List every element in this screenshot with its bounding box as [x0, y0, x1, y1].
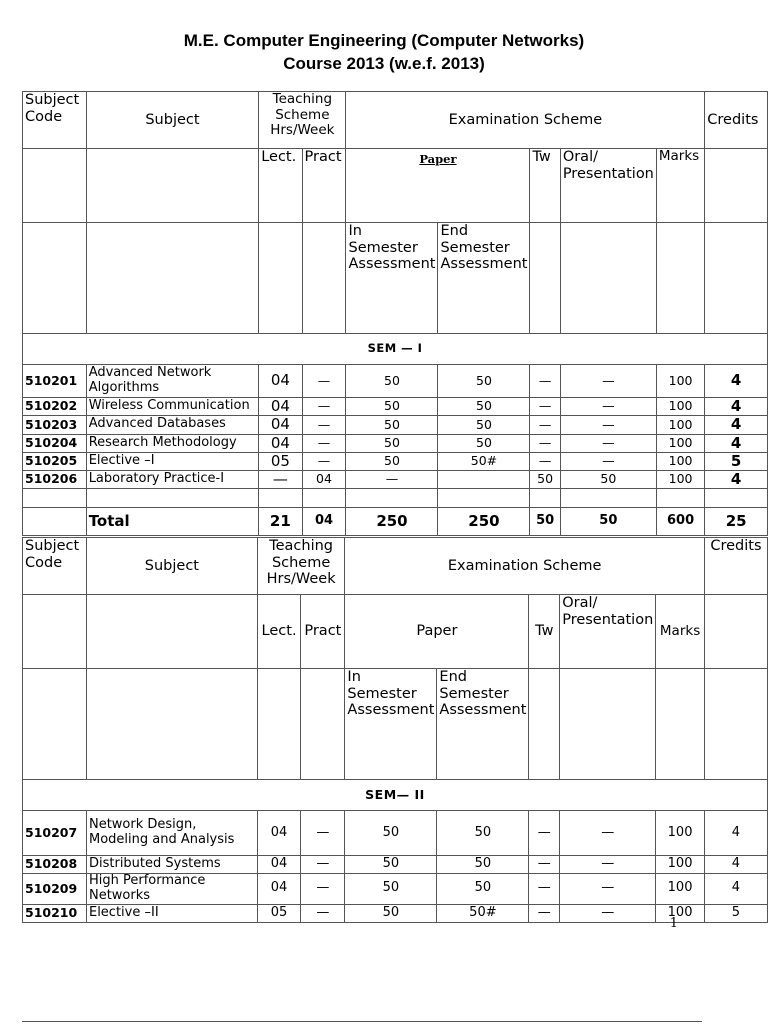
- in-sem-marks: 50: [346, 365, 438, 398]
- table-row: [23, 416, 768, 434]
- credits: 4: [705, 471, 768, 489]
- empty-cell: [656, 669, 705, 780]
- credits: 4: [704, 874, 767, 905]
- empty-cell: [302, 489, 346, 508]
- credits-header: Credits: [704, 538, 767, 595]
- oral-header: Oral/ Presentation: [560, 595, 656, 669]
- subject-name: Network Design, Modeling and Analysis: [86, 811, 257, 856]
- in-sem-marks: 50: [346, 416, 438, 434]
- oral-marks: —: [560, 452, 656, 470]
- subject-name: Research Methodology: [86, 434, 259, 452]
- empty-cell: [302, 223, 346, 334]
- empty-cell: [23, 223, 87, 334]
- tw-marks: —: [529, 874, 560, 905]
- end-sem-marks: 50: [438, 365, 530, 398]
- table-row: [23, 398, 768, 416]
- oral-marks: —: [560, 904, 656, 922]
- subject-code: 510204: [23, 434, 87, 452]
- end-sem-marks: 50#: [437, 904, 529, 922]
- total-prac: 04: [302, 508, 346, 536]
- subject-code: 510206: [23, 471, 87, 489]
- tw-marks: —: [529, 811, 560, 856]
- lect-header: Lect.: [259, 149, 302, 223]
- empty-cell: [438, 489, 530, 508]
- prac-header: Pract: [302, 149, 346, 223]
- empty-cell: [346, 489, 438, 508]
- practical-hours: —: [301, 811, 345, 856]
- marks-header: Marks: [656, 149, 704, 223]
- end-sem-marks: 50: [438, 434, 530, 452]
- empty-cell: [560, 223, 656, 334]
- table-row: [23, 856, 768, 874]
- subject-name: Elective –I: [86, 452, 259, 470]
- total-marks: 100: [656, 416, 704, 434]
- subject-name: Wireless Communication: [86, 398, 259, 416]
- empty-cell: [86, 595, 257, 669]
- credits: 5: [704, 904, 767, 922]
- subject-code-header: Subject Code: [23, 538, 87, 595]
- marks-header: Marks: [656, 595, 705, 669]
- paper-header-label: Paper: [419, 152, 457, 166]
- oral-marks: —: [560, 416, 656, 434]
- practical-hours: —: [301, 904, 345, 922]
- sem1-scheme-table: [22, 91, 768, 536]
- subject-name: Advanced Network Algorithms: [86, 365, 259, 398]
- empty-cell: [86, 149, 259, 223]
- teaching-scheme-header: Teaching Scheme Hrs/Week: [259, 92, 346, 149]
- end-sem-marks: 50: [437, 874, 529, 905]
- subject-code: 510208: [23, 856, 87, 874]
- subject-code: 510209: [23, 874, 87, 905]
- end-sem-marks: 50: [438, 398, 530, 416]
- practical-hours: —: [301, 856, 345, 874]
- end-sem-marks: 50: [437, 811, 529, 856]
- lecture-hours: 04: [257, 874, 301, 905]
- tw-marks: 50: [530, 471, 560, 489]
- in-sem-marks: 50: [346, 398, 438, 416]
- prac-header: Pract: [301, 595, 345, 669]
- total-marks: 100: [656, 398, 704, 416]
- sem2-label: SEM— II: [23, 780, 768, 811]
- end-sem-header: End Semester Assessment: [438, 223, 530, 334]
- end-sem-marks: [438, 471, 530, 489]
- credits: 4: [705, 416, 768, 434]
- empty-cell: [705, 223, 768, 334]
- credits: 4: [705, 365, 768, 398]
- lect-header: Lect.: [257, 595, 301, 669]
- tw-marks: —: [530, 365, 560, 398]
- table-row: [23, 874, 768, 905]
- in-sem-marks: 50: [345, 856, 437, 874]
- in-sem-marks: 50: [345, 904, 437, 922]
- in-sem-header: In Semester Assessment: [345, 669, 437, 780]
- end-sem-marks: 50#: [438, 452, 530, 470]
- table-row: [23, 434, 768, 452]
- total-marks: 600: [656, 508, 704, 536]
- tw-marks: —: [530, 416, 560, 434]
- footer-rule: [22, 1021, 702, 1022]
- empty-cell: [86, 223, 259, 334]
- oral-marks: —: [560, 398, 656, 416]
- credits-header: Credits: [705, 92, 768, 149]
- end-sem-marks: 50: [438, 416, 530, 434]
- subject-name: Laboratory Practice-I: [86, 471, 259, 489]
- empty-cell: [656, 223, 704, 334]
- in-sem-marks: 50: [346, 452, 438, 470]
- lecture-hours: —: [259, 471, 302, 489]
- empty-cell: [86, 669, 257, 780]
- practical-hours: —: [302, 365, 346, 398]
- empty-cell: [23, 669, 87, 780]
- empty-cell: [560, 669, 656, 780]
- practical-hours: —: [301, 874, 345, 905]
- oral-marks: —: [560, 874, 656, 905]
- in-sem-marks: 50: [345, 874, 437, 905]
- lecture-hours: 04: [257, 811, 301, 856]
- empty-cell: [560, 489, 656, 508]
- empty-cell: [529, 669, 560, 780]
- document-title: M.E. Computer Engineering (Computer Networks): [183, 31, 585, 50]
- total-insem: 250: [346, 508, 438, 536]
- in-sem-marks: 50: [345, 811, 437, 856]
- in-sem-marks: —: [346, 471, 438, 489]
- practical-hours: —: [302, 398, 346, 416]
- lecture-hours: 05: [259, 452, 302, 470]
- empty-cell: [705, 149, 768, 223]
- subject-header: Subject: [86, 92, 259, 149]
- oral-marks: 50: [560, 471, 656, 489]
- credits: 5: [705, 452, 768, 470]
- lecture-hours: 04: [259, 416, 302, 434]
- total-tw: 50: [530, 508, 560, 536]
- credits: 4: [705, 398, 768, 416]
- tw-marks: —: [530, 452, 560, 470]
- practical-hours: 04: [302, 471, 346, 489]
- in-sem-marks: 50: [346, 434, 438, 452]
- empty-cell: [705, 489, 768, 508]
- tw-marks: —: [529, 904, 560, 922]
- subject-name: Distributed Systems: [86, 856, 257, 874]
- credits: 4: [704, 856, 767, 874]
- lecture-hours: 04: [259, 398, 302, 416]
- end-sem-header: End Semester Assessment: [437, 669, 529, 780]
- oral-marks: —: [560, 856, 656, 874]
- examination-scheme-header: Examination Scheme: [346, 92, 705, 149]
- oral-marks: —: [560, 365, 656, 398]
- subject-code: 510210: [23, 904, 87, 922]
- total-marks: 100: [656, 856, 705, 874]
- lecture-hours: 05: [257, 904, 301, 922]
- paper-header: [346, 149, 530, 223]
- subject-name: Advanced Databases: [86, 416, 259, 434]
- page-number: 1: [669, 916, 678, 931]
- tw-header: Tw: [530, 149, 560, 223]
- empty-cell: [704, 669, 767, 780]
- examination-scheme-header: Examination Scheme: [345, 538, 704, 595]
- subject-code: 510207: [23, 811, 87, 856]
- total-marks: 100: [656, 904, 705, 922]
- table-row: [23, 365, 768, 398]
- tw-marks: —: [530, 398, 560, 416]
- empty-cell: [23, 595, 87, 669]
- tw-marks: —: [529, 856, 560, 874]
- lecture-hours: 04: [259, 434, 302, 452]
- teaching-scheme-header: Teaching Scheme Hrs/Week: [257, 538, 345, 595]
- tw-header: Tw: [529, 595, 560, 669]
- total-marks: 100: [656, 365, 704, 398]
- subject-code: 510202: [23, 398, 87, 416]
- sem1-label: SEM — I: [23, 334, 768, 365]
- document-subtitle: Course 2013 (w.e.f. 2013): [283, 54, 485, 73]
- total-endsem: 250: [438, 508, 530, 536]
- total-oral: 50: [560, 508, 656, 536]
- empty-cell: [23, 149, 87, 223]
- sem2-scheme-table: [22, 537, 768, 923]
- in-sem-header: In Semester Assessment: [346, 223, 438, 334]
- end-sem-marks: 50: [437, 856, 529, 874]
- table-row: [23, 811, 768, 856]
- paper-header: Paper: [345, 595, 529, 669]
- sem1-rows: [23, 365, 768, 489]
- subject-name: High Performance Networks: [86, 874, 257, 905]
- sem1-total-row: [23, 508, 768, 536]
- table-row: [23, 452, 768, 470]
- total-label: Total: [86, 508, 259, 536]
- subject-header: Subject: [86, 538, 257, 595]
- subject-code: 510203: [23, 416, 87, 434]
- total-marks: 100: [656, 452, 704, 470]
- table-row: [23, 471, 768, 489]
- empty-cell: [259, 223, 302, 334]
- table-row: [23, 904, 768, 922]
- practical-hours: —: [302, 452, 346, 470]
- total-lect: 21: [259, 508, 302, 536]
- total-credits: 25: [705, 508, 768, 536]
- empty-cell: [23, 508, 87, 536]
- sem2-rows: [23, 811, 768, 923]
- credits: 4: [705, 434, 768, 452]
- empty-cell: [301, 669, 345, 780]
- total-marks: 100: [656, 811, 705, 856]
- empty-cell: [257, 669, 301, 780]
- oral-marks: —: [560, 811, 656, 856]
- empty-cell: [23, 489, 87, 508]
- subject-name: Elective –II: [86, 904, 257, 922]
- subject-code-header: Subject Code: [23, 92, 87, 149]
- practical-hours: —: [302, 434, 346, 452]
- oral-header: Oral/ Presentation: [560, 149, 656, 223]
- practical-hours: —: [302, 416, 346, 434]
- tw-marks: —: [530, 434, 560, 452]
- oral-marks: —: [560, 434, 656, 452]
- empty-cell: [656, 489, 704, 508]
- lecture-hours: 04: [257, 856, 301, 874]
- empty-cell: [86, 489, 259, 508]
- empty-cell: [704, 595, 767, 669]
- empty-cell: [530, 489, 560, 508]
- subject-code: 510205: [23, 452, 87, 470]
- total-marks: 100: [656, 471, 704, 489]
- total-marks: 100: [656, 874, 705, 905]
- empty-cell: [530, 223, 560, 334]
- lecture-hours: 04: [259, 365, 302, 398]
- total-marks: 100: [656, 434, 704, 452]
- credits: 4: [704, 811, 767, 856]
- subject-code: 510201: [23, 365, 87, 398]
- empty-cell: [259, 489, 302, 508]
